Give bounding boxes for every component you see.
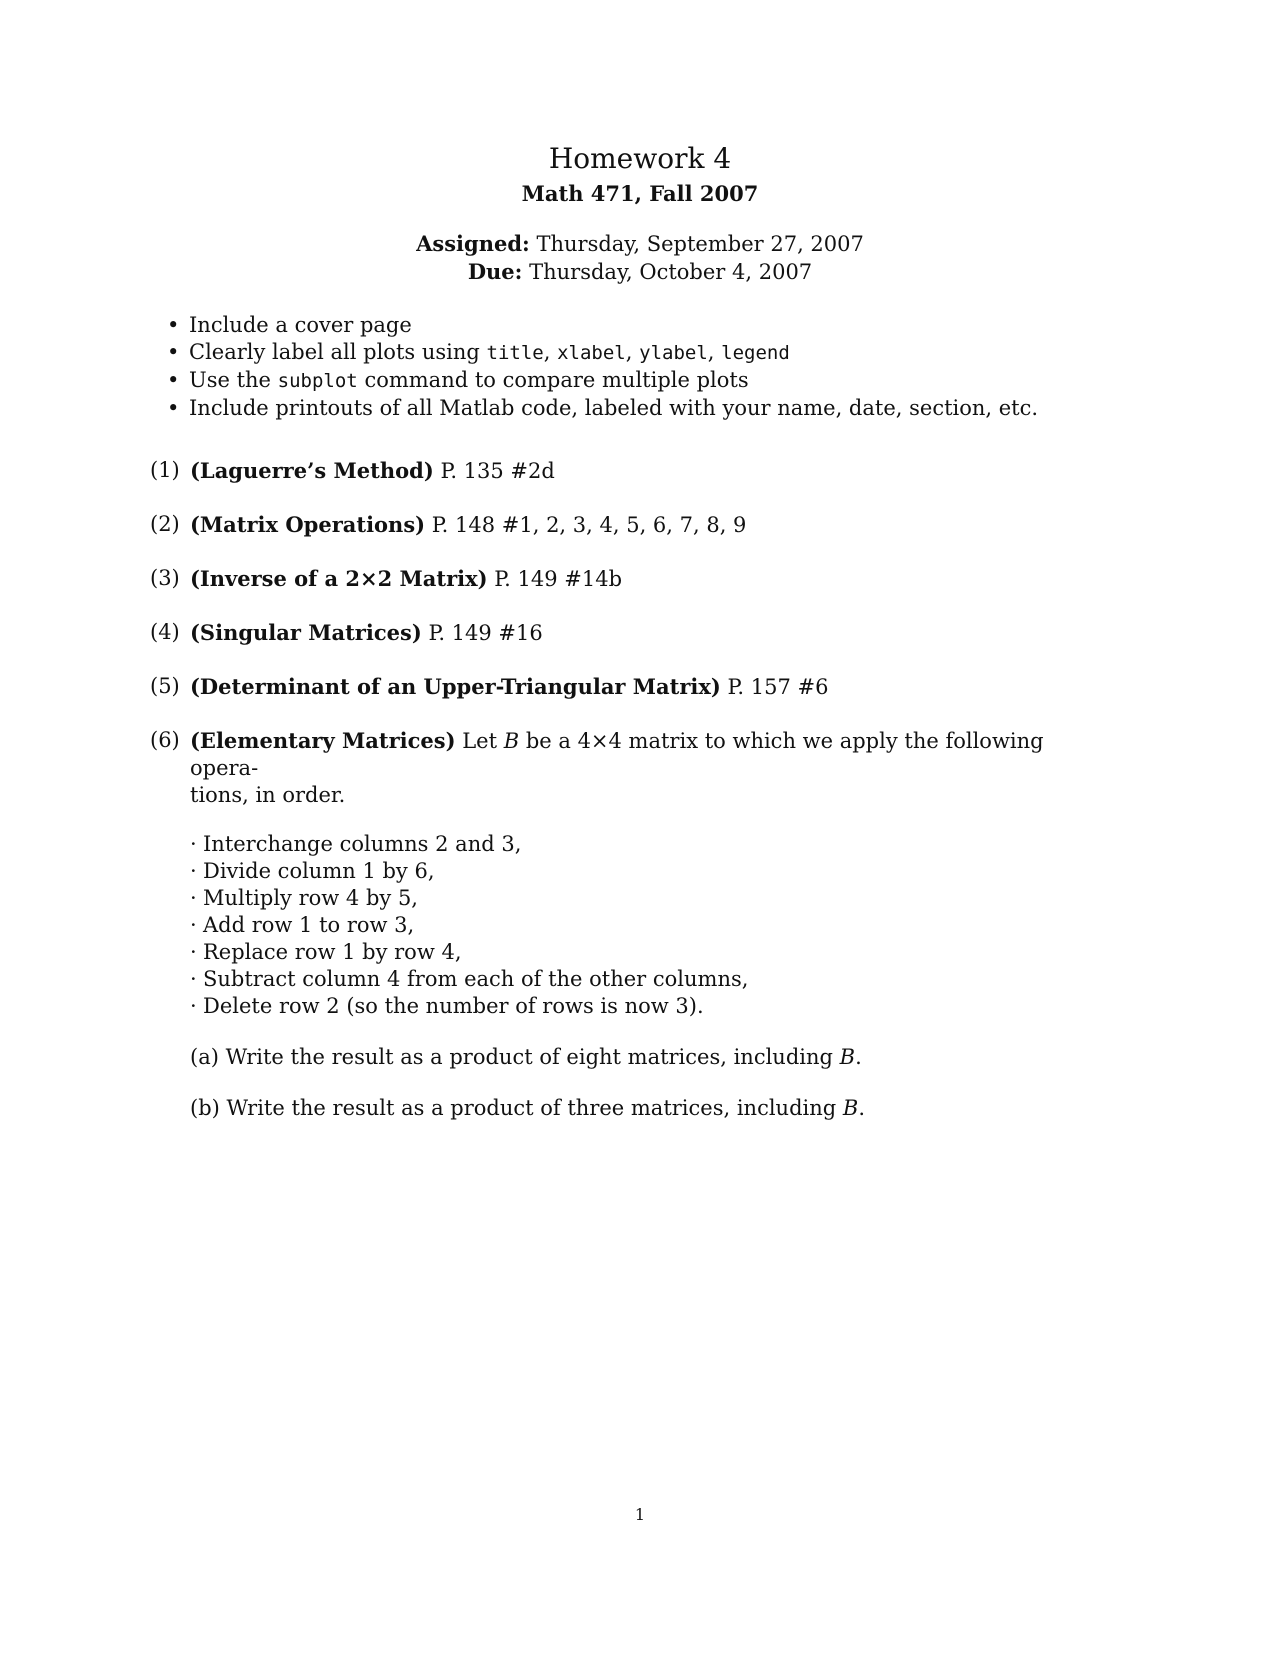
date-block <box>0 230 1280 286</box>
code-keyword: legend <box>721 342 790 364</box>
operation-item <box>190 831 1090 858</box>
bullet-icon: • <box>167 313 180 337</box>
problem-1 <box>150 457 1090 485</box>
problem-title: (Matrix Operations) <box>190 512 426 537</box>
operation-text: Divide column 1 by 6, <box>203 859 435 883</box>
operation-item <box>190 966 1090 993</box>
bullet-icon: • <box>167 396 180 420</box>
operation-item <box>190 939 1090 966</box>
instructions-list <box>167 312 1038 422</box>
instruction-text: Use the <box>189 368 271 392</box>
due-label: Due: <box>467 259 523 284</box>
statement-text: be a 4×4 matrix to which we apply the following opera- <box>190 729 1044 780</box>
problem-reference: P. 148 #1, 2, 3, 4, 5, 6, 7, 8, 9 <box>431 513 747 537</box>
instruction-text: Include printouts of all Matlab code, labeled with your name, date, section, etc. <box>189 396 1039 420</box>
dot-icon: · <box>190 967 197 991</box>
operation-text: Multiply row 4 by 5, <box>203 886 418 910</box>
operation-item <box>190 993 1090 1020</box>
problem-reference: P. 157 #6 <box>727 675 829 699</box>
page-number: 1 <box>634 1505 646 1524</box>
separator: , <box>625 340 633 364</box>
dot-icon: · <box>190 940 197 964</box>
document-title: Homework 4 <box>548 142 732 175</box>
problem-title: (Inverse of a 2×2 Matrix) <box>190 566 488 591</box>
operation-text: Interchange columns 2 and 3, <box>203 832 522 856</box>
dot-icon: · <box>190 913 197 937</box>
punctuation: . <box>855 1045 862 1069</box>
problem-reference: P. 149 #16 <box>428 621 543 645</box>
problem-2 <box>150 511 1090 539</box>
problem-reference: P. 149 #14b <box>494 567 623 591</box>
problem-title: (Determinant of an Upper-Triangular Matrix) <box>190 674 721 699</box>
statement-text: tions, in order. <box>190 783 346 807</box>
separator: , <box>707 340 715 364</box>
bullet-icon: • <box>167 340 180 364</box>
problem-number: (3) <box>150 566 180 590</box>
instruction-item <box>167 312 1038 339</box>
operation-item <box>190 858 1090 885</box>
problem-3 <box>150 565 1090 593</box>
part-b <box>190 1095 1090 1122</box>
part-a <box>190 1044 1090 1071</box>
operation-text: Delete row 2 (so the number of rows is now 3). <box>203 994 704 1018</box>
course-subtitle: Math 471, Fall 2007 <box>521 181 759 206</box>
problem-title: (Singular Matrices) <box>190 620 422 645</box>
instruction-item <box>167 367 1038 395</box>
dot-icon: · <box>190 832 197 856</box>
part-text: Write the result as a product of three matrices, including <box>226 1096 837 1120</box>
problem-list <box>150 457 1090 1148</box>
instruction-text: command to compare multiple plots <box>364 368 749 392</box>
problem-title: (Elementary Matrices) <box>190 728 456 753</box>
problem-title: (Laguerre’s Method) <box>190 458 434 483</box>
dot-icon: · <box>190 859 197 883</box>
due-line <box>0 258 1280 286</box>
statement-text: Let <box>462 729 498 753</box>
dot-icon: · <box>190 994 197 1018</box>
separator: , <box>543 340 551 364</box>
problem-number: (4) <box>150 620 180 644</box>
instruction-item <box>167 339 1038 367</box>
part-text: Write the result as a product of eight matrices, including <box>225 1045 833 1069</box>
operation-text: Subtract column 4 from each of the other columns, <box>203 967 749 991</box>
matrix-variable: B <box>839 1045 856 1069</box>
problem-statement <box>190 727 1090 809</box>
operation-list <box>190 831 1090 1020</box>
assigned-line <box>0 230 1280 258</box>
problem-number: (2) <box>150 512 180 536</box>
problem-number: (5) <box>150 674 180 698</box>
problem-5 <box>150 673 1090 701</box>
problem-reference: P. 135 #2d <box>440 459 555 483</box>
problem-6 <box>150 727 1090 1122</box>
assigned-label: Assigned: <box>416 231 530 256</box>
code-keyword: xlabel <box>557 342 626 364</box>
problem-number: (6) <box>150 728 180 752</box>
instruction-text: Clearly label all plots using <box>189 340 480 364</box>
operation-item <box>190 885 1090 912</box>
instruction-item <box>167 395 1038 422</box>
due-date: Thursday, October 4, 2007 <box>529 260 813 284</box>
instruction-text: Include a cover page <box>189 313 412 337</box>
matrix-variable: B <box>503 729 520 753</box>
code-keyword: title <box>486 342 544 364</box>
operation-text: Replace row 1 by row 4, <box>203 940 462 964</box>
operation-text: Add row 1 to row 3, <box>203 913 415 937</box>
part-label: (a) <box>190 1045 219 1069</box>
dot-icon: · <box>190 886 197 910</box>
matrix-variable: B <box>842 1096 859 1120</box>
problem-4 <box>150 619 1090 647</box>
problem-number: (1) <box>150 458 180 482</box>
bullet-icon: • <box>167 368 180 392</box>
code-keyword: ylabel <box>639 342 708 364</box>
operation-item <box>190 912 1090 939</box>
code-keyword: subplot <box>277 370 358 392</box>
part-label: (b) <box>190 1096 220 1120</box>
punctuation: . <box>858 1096 866 1120</box>
assigned-date: Thursday, September 27, 2007 <box>536 232 864 256</box>
